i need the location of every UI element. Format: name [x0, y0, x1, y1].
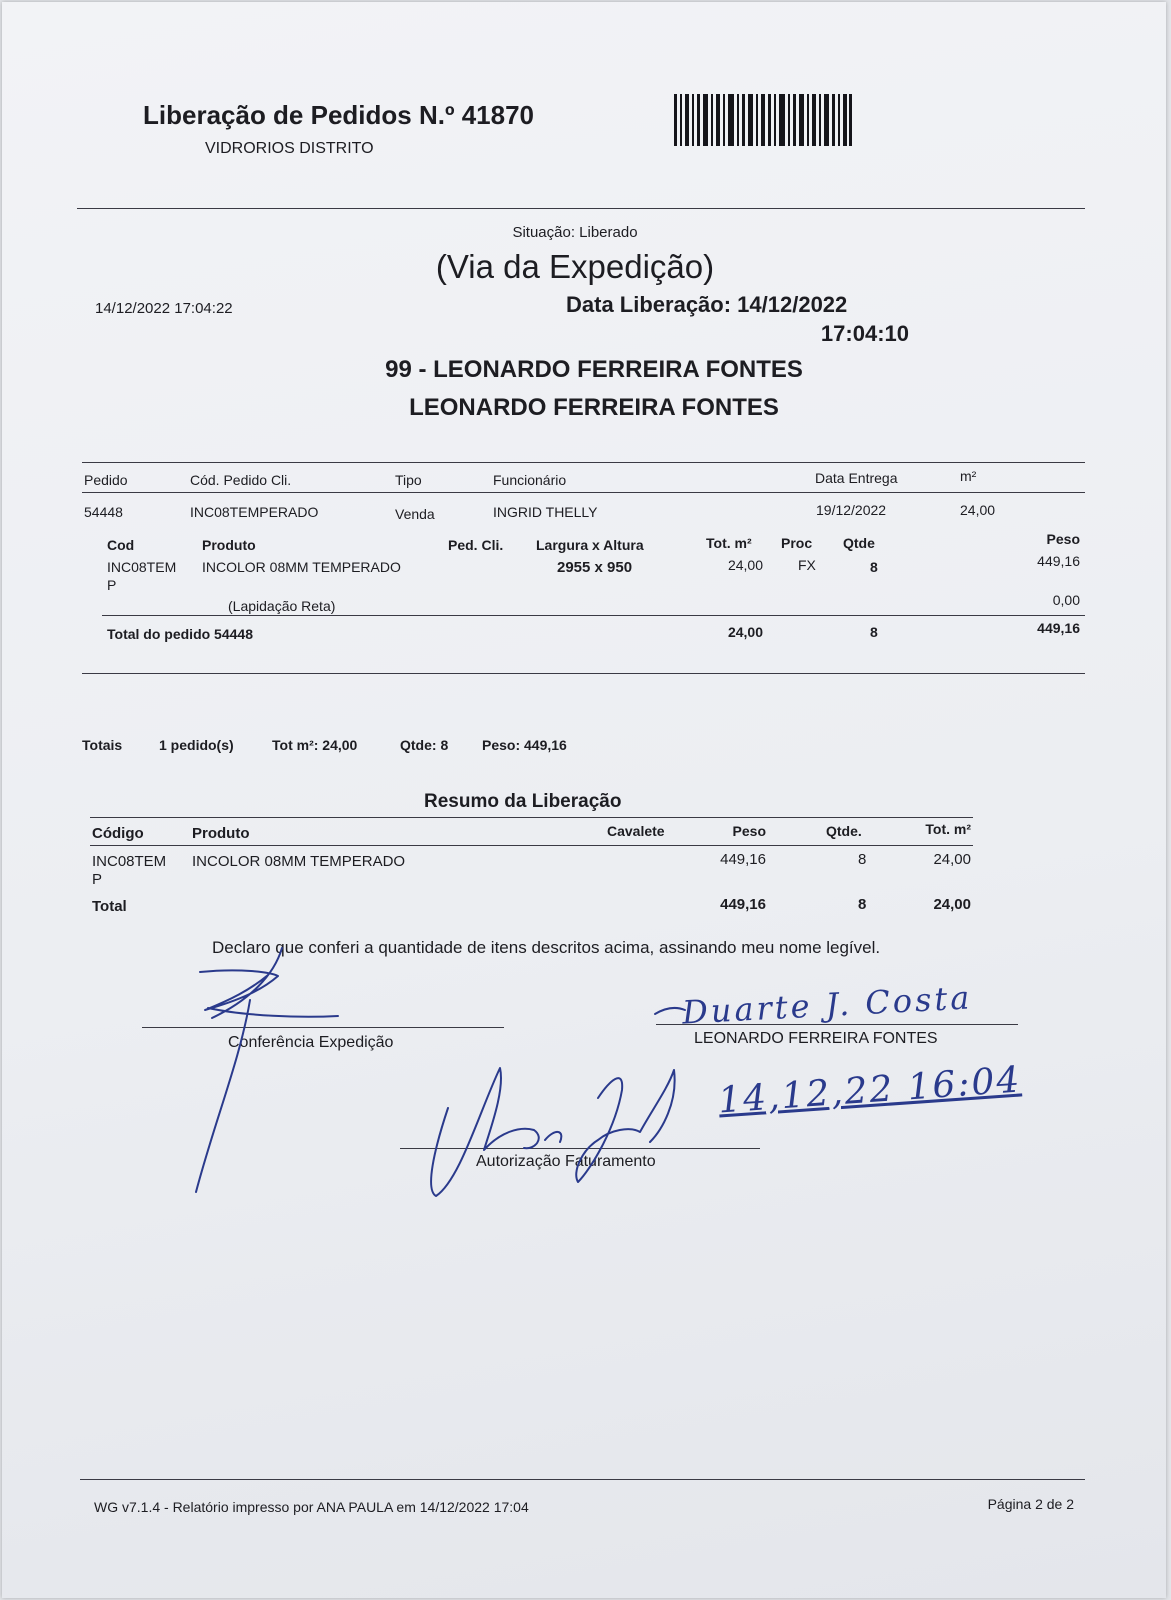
summary-col-produto: Produto	[192, 825, 250, 842]
barcode	[674, 94, 852, 146]
company-name: VIDRORIOS DISTRITO	[205, 140, 374, 157]
signature-label-client: LEONARDO FERREIRA FONTES	[694, 1030, 938, 1047]
order-section-end-rule	[82, 673, 1085, 674]
item-produto: INCOLOR 08MM TEMPERADO	[202, 559, 401, 575]
item-col-cod: Cod	[107, 537, 135, 553]
col-cod-cli: Cód. Pedido Cli.	[190, 472, 292, 488]
document-title: Liberação de Pedidos N.º 41870	[143, 100, 534, 130]
item-tot-m2: 24,00	[727, 557, 763, 573]
summary-total-label: Total	[92, 898, 127, 915]
item-col-ped-cli: Ped. Cli.	[448, 537, 504, 553]
col-tipo: Tipo	[395, 472, 422, 488]
totals-peso: Peso: 449,16	[482, 737, 567, 753]
col-funcionario: Funcionário	[493, 472, 567, 488]
item-col-peso: Peso	[1046, 531, 1080, 547]
order-data-entrega: 19/12/2022	[816, 502, 887, 518]
item-col-proc: Proc	[781, 535, 813, 551]
via-title: (Via da Expedição)	[435, 248, 715, 285]
summary-total-peso: 449,16	[720, 896, 766, 913]
item-col-tot-m2: Tot. m²	[706, 535, 752, 551]
summary-col-codigo: Código	[92, 825, 144, 842]
barcode-graphic	[674, 94, 852, 146]
release-time: 17:04:10	[820, 321, 909, 346]
client-name: LEONARDO FERREIRA FONTES	[409, 394, 779, 421]
footer-rule	[80, 1479, 1085, 1480]
summary-col-qtde: Qtde.	[826, 823, 862, 839]
order-total-peso: 449,16	[1037, 620, 1080, 636]
summary-total-qtde: 8	[858, 896, 867, 913]
summary-codigo-line2: P	[92, 871, 103, 888]
summary-tot-m2: 24,00	[933, 851, 971, 868]
item-sub-label: (Lapidação Reta)	[228, 598, 336, 614]
order-table-top-rule	[82, 462, 1085, 463]
item-col-produto: Produto	[202, 537, 256, 553]
footer-page: Página 2 de 2	[987, 1496, 1074, 1512]
declaration-text: Declaro que conferi a quantidade de itens descritos acima, assinando meu nome legível.	[212, 938, 881, 957]
totals-label: Totais	[82, 737, 123, 753]
item-cod-line1: INC08TEM	[107, 559, 177, 575]
item-qtde: 8	[870, 559, 878, 575]
item-dims: 2955 x 950	[557, 559, 633, 576]
item-cod-line2: P	[107, 577, 117, 593]
summary-produto: INCOLOR 08MM TEMPERADO	[192, 853, 406, 870]
order-total-m2: 24,00	[727, 624, 763, 640]
col-pedido: Pedido	[84, 472, 128, 488]
item-peso: 449,16	[1037, 553, 1080, 569]
print-datetime: 14/12/2022 17:04:22	[95, 300, 233, 317]
header-divider	[77, 208, 1085, 209]
col-data-entrega: Data Entrega	[815, 470, 898, 486]
signature-line-autorizacao	[400, 1148, 760, 1149]
summary-codigo-line1: INC08TEM	[92, 853, 167, 870]
order-funcionario: INGRID THELLY	[493, 504, 598, 520]
col-m2: m²	[960, 468, 977, 484]
client-code-name: 99 - LEONARDO FERREIRA FONTES	[385, 356, 803, 383]
handwritten-client-signature: Duarte J. Costa	[681, 978, 974, 1032]
summary-title: Resumo da Liberação	[424, 791, 622, 812]
footer-printed-by: WG v7.1.4 - Relatório impresso por ANA PAULA em 14/12/2022 17:04	[94, 1499, 529, 1515]
release-date: Data Liberação: 14/12/2022	[566, 292, 848, 317]
item-proc: FX	[798, 557, 816, 573]
signature-label-conferencia: Conferência Expedição	[228, 1034, 394, 1051]
order-pedido: 54448	[84, 504, 123, 520]
summary-col-tot-m2: Tot. m²	[925, 821, 971, 837]
order-total-rule	[102, 615, 1085, 616]
totals-pedidos: 1 pedido(s)	[159, 737, 234, 753]
item-col-qtde: Qtde	[843, 535, 875, 551]
status-text: Situação: Liberado	[512, 224, 638, 241]
totals-m2: Tot m²: 24,00	[272, 737, 358, 753]
summary-top-rule	[90, 817, 973, 818]
item-col-dims: Largura x Altura	[536, 537, 644, 553]
handwritten-datetime: 14,12,22 16:04	[716, 1059, 1023, 1122]
item-sub-peso: 0,00	[1052, 592, 1080, 608]
summary-total-tot-m2: 24,00	[933, 896, 971, 913]
order-tipo: Venda	[395, 506, 435, 522]
summary-peso: 449,16	[720, 851, 766, 868]
signature-line-conferencia	[142, 1027, 504, 1028]
document-page	[2, 2, 1166, 1598]
summary-col-peso: Peso	[732, 823, 766, 839]
totals-qtde: Qtde: 8	[400, 737, 449, 753]
order-total-qtde: 8	[870, 624, 878, 640]
order-total-label: Total do pedido 54448	[107, 626, 253, 642]
summary-header-rule	[90, 845, 973, 846]
order-m2: 24,00	[960, 502, 996, 518]
summary-col-cavalete: Cavalete	[607, 823, 665, 839]
order-table-header-rule	[82, 492, 1085, 493]
order-cod-cli: INC08TEMPERADO	[190, 504, 319, 520]
summary-qtde: 8	[858, 851, 867, 868]
signature-label-autorizacao: Autorização Faturamento	[476, 1153, 656, 1170]
